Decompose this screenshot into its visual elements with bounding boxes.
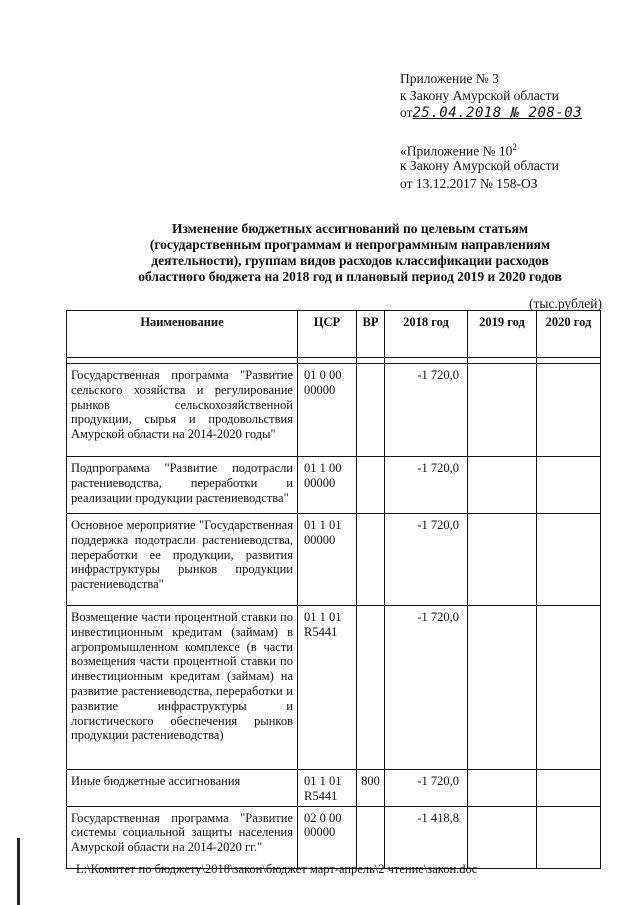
csr-suffix: R5441: [304, 624, 338, 639]
row-2018: -1 720,0: [385, 514, 468, 606]
table-row: [67, 806, 601, 868]
row-name: Иные бюджетные ассигнования: [67, 770, 298, 807]
budget-table: [66, 310, 601, 869]
table-row: [67, 514, 601, 606]
csr-suffix: 00000: [304, 382, 336, 397]
table-row: [67, 457, 601, 514]
row-vr: [357, 514, 385, 606]
table-header-row: [67, 311, 601, 358]
row-name: Государственная программа "Развитие сельского хозяйства и регулирование рынков сельскохозяйственной продукции, сырья и продовольствия Амурской области на 2014-2020 годы": [67, 364, 298, 457]
row-name: Основное мероприятие "Государственная поддержка подотрасли растениеводства, переработки ее продукции, развития инфраструктуры рынков продукции растениеводства": [67, 514, 298, 606]
row-vr: [357, 457, 385, 514]
col-header-2018: 2018 год: [385, 311, 468, 358]
row-2018: -1 418,8: [385, 806, 468, 868]
row-2019: [468, 514, 537, 606]
handwritten-date-number: 25.04.2018 № 208-03: [412, 105, 583, 121]
row-2020: [537, 806, 601, 868]
row-2020: [537, 770, 601, 807]
date-prefix: от: [400, 105, 413, 120]
row-2019: [468, 770, 537, 807]
row-2020: [537, 606, 601, 770]
row-2020: [537, 364, 601, 457]
prev-appendix-law-ref: к Закону Амурской области: [400, 158, 559, 173]
row-2020: [537, 514, 601, 606]
row-vr: [357, 806, 385, 868]
file-path-footer: L:\Комитет по бюджету\2018\закон\бюджет март-апрель\2 чтение\закон.doc: [76, 862, 478, 876]
csr-code: 01 1 01: [304, 774, 342, 788]
prev-appendix-date: от 13.12.2017 № 158-ОЗ: [400, 176, 538, 191]
row-csr: [298, 806, 357, 868]
csr-suffix: R5441: [304, 788, 338, 803]
title-line: (государственным программам и непрограммным направлениям: [149, 237, 551, 252]
row-2019: [468, 806, 537, 868]
row-2018: -1 720,0: [385, 364, 468, 457]
table-row: [67, 606, 601, 770]
title-line: областного бюджета на 2018 год и плановый период 2019 и 2020 годов: [138, 269, 562, 284]
row-csr: [298, 457, 357, 514]
row-2019: [468, 457, 537, 514]
appendix-superscript: 2: [512, 142, 517, 152]
appendix-number: Приложение № 3: [400, 71, 499, 86]
scan-margin-line: [17, 838, 20, 905]
appendix-date-line: [400, 104, 582, 122]
row-vr: [357, 364, 385, 457]
units-label: (тыс.рублей): [529, 296, 602, 311]
row-2019: [468, 364, 537, 457]
row-vr: [357, 606, 385, 770]
row-name: Государственная программа "Развитие системы социальной защиты населения Амурской области на 2014-2020 гг.": [67, 806, 298, 868]
title-line: Изменение бюджетных ассигнований по целевым статьям: [171, 221, 529, 236]
row-csr: [298, 364, 357, 457]
col-header-2019: 2019 год: [468, 311, 537, 358]
csr-code: 02 0 00: [304, 810, 342, 825]
document-title: [80, 221, 620, 285]
title-line: деятельности), группам видов расходов классификации расходов: [151, 253, 549, 268]
col-header-2020: 2020 год: [537, 311, 601, 358]
prev-appendix-label: «Приложение № 10: [400, 143, 513, 159]
row-2020: [537, 457, 601, 514]
row-2018: -1 720,0: [385, 770, 468, 807]
csr-code: 01 1 01: [304, 518, 342, 532]
row-name: Возмещение части процентной ставки по инвестиционным кредитам (займам) в агропромышленном комплексе (в части возмещения части процентной ставки по инвестиционным кредитам (займам) на развитие растениеводства, переработки и развитие инфраструктуры и логистического обеспечения рынков продукции растениеводства): [67, 606, 298, 770]
row-csr: [298, 606, 357, 770]
appendix-law-ref: к Закону Амурской области: [400, 88, 559, 103]
csr-suffix: 00000: [304, 475, 336, 490]
row-csr: [298, 514, 357, 606]
row-2018: -1 720,0: [385, 457, 468, 514]
table-row: [67, 364, 601, 457]
col-header-csr: ЦСР: [298, 311, 357, 358]
table-row: [67, 770, 601, 807]
csr-suffix: 00000: [304, 532, 336, 547]
col-header-vr: ВР: [357, 311, 385, 358]
row-2019: [468, 606, 537, 770]
col-header-name: Наименование: [67, 311, 298, 358]
row-csr: [298, 770, 357, 807]
csr-code: 01 1 01: [304, 610, 342, 624]
csr-code: 01 1 00: [304, 461, 342, 475]
row-vr: 800: [357, 770, 385, 807]
row-name: Подпрограмма "Развитие подотрасли растениеводства, переработки и реализации продукции растениеводства": [67, 457, 298, 514]
csr-suffix: 00000: [304, 825, 336, 840]
csr-code: 01 0 00: [304, 368, 342, 382]
row-2018: -1 720,0: [385, 606, 468, 770]
